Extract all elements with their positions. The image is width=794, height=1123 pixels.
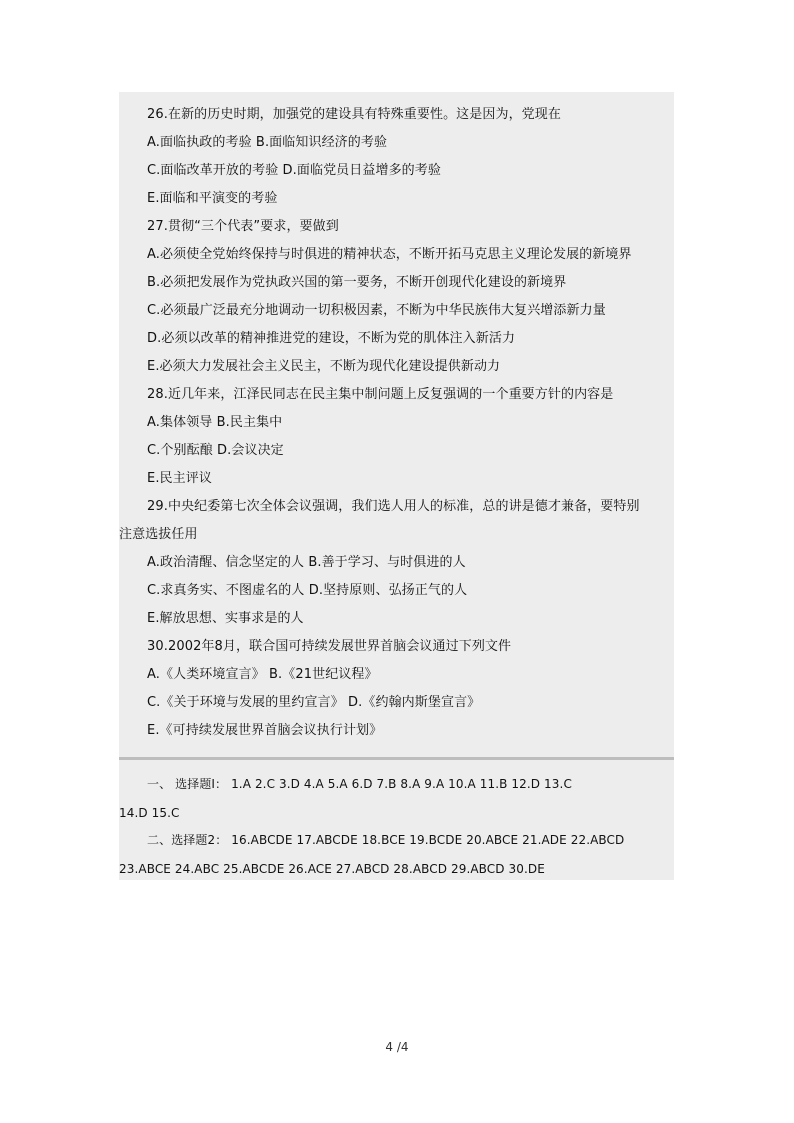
question-26-stem: 26.在新的历史时期，加强党的建设具有特殊重要性。这是因为，党现在 (147, 107, 561, 122)
question-28-option-cd: C.个别酝酿 D.会议决定 (147, 443, 284, 458)
question-28-stem: 28.近几年来，江泽民同志在民主集中制问题上反复强调的一个重要方针的内容是 (147, 387, 614, 402)
question-27-option-a: A.必须使全党始终保持与时俱进的精神状态，不断开拓马克思主义理论发展的新境界 (147, 247, 632, 262)
question-27-option-c: C.必须最广泛最充分地调动一切积极因素，不断为中华民族伟大复兴增添新力量 (147, 303, 606, 318)
answers-section1-line2: 14.D 15.C (119, 806, 180, 820)
question-30-option-e: E.《可持续发展世界首脑会议执行计划》 (147, 723, 383, 738)
question-30-option-cd: C.《关于环境与发展的里约宣言》 D.《约翰内斯堡宣言》 (147, 695, 481, 710)
answers-section2-line1: 二、选择题2： 16.ABCDE 17.ABCDE 18.BCE 19.BCDE 20.ABCE 21.ADE 22.ABCD (147, 833, 625, 847)
question-26-option-e: E.面临和平演变的考验 (147, 191, 278, 206)
page-number: 4 /4 (385, 1040, 409, 1054)
question-27-option-d: D.必须以改革的精神推进党的建设，不断为党的肌体注入新活力 (147, 331, 516, 346)
question-26-option-ab: A.面临执政的考验 B.面临知识经济的考验 (147, 135, 388, 150)
question-28-option-e: E.民主评议 (147, 471, 212, 486)
question-27-option-e: E.必须大力发展社会主义民主，不断为现代化建设提供新动力 (147, 359, 501, 374)
question-30-stem: 30.2002年8月，联合国可持续发展世界首脑会议通过下列文件 (147, 639, 512, 654)
answers-section2-line2: 23.ABCE 24.ABC 25.ABCDE 26.ACE 27.ABCD 28.ABCD 29.ABCD 30.DE (119, 862, 545, 876)
question-26-option-cd: C.面临改革开放的考验 D.面临党员日益增多的考验 (147, 163, 441, 178)
answers-section1-line1: 一、 选择题Ⅰ： 1.A 2.C 3.D 4.A 5.A 6.D 7.B 8.A 9.A 10.A 11.B 12.D 13.C (147, 777, 572, 791)
question-29-stem-line1: 29.中央纪委第七次全体会议强调，我们选人用人的标准，总的讲是德才兼备，要特别 (147, 499, 640, 514)
question-29-option-ab: A.政治清醒、信念坚定的人 B.善于学习、与时俱进的人 (147, 555, 466, 570)
question-30-option-ab: A.《人类环境宣言》 B.《21世纪议程》 (147, 667, 378, 682)
question-28-option-ab: A.集体领导 B.民主集中 (147, 415, 283, 430)
question-27-option-b: B.必须把发展作为党执政兴国的第一要务，不断开创现代化建设的新境界 (147, 275, 567, 290)
question-29-stem-line2: 注意选拔任用 (119, 527, 198, 542)
question-27-stem: 27.贯彻“三个代表”要求，要做到 (147, 219, 339, 234)
question-29-option-cd: C.求真务实、不图虚名的人 D.坚持原则、弘扬正气的人 (147, 583, 468, 598)
question-29-option-e: E.解放思想、实事求是的人 (147, 611, 304, 626)
answer-divider (119, 757, 674, 760)
